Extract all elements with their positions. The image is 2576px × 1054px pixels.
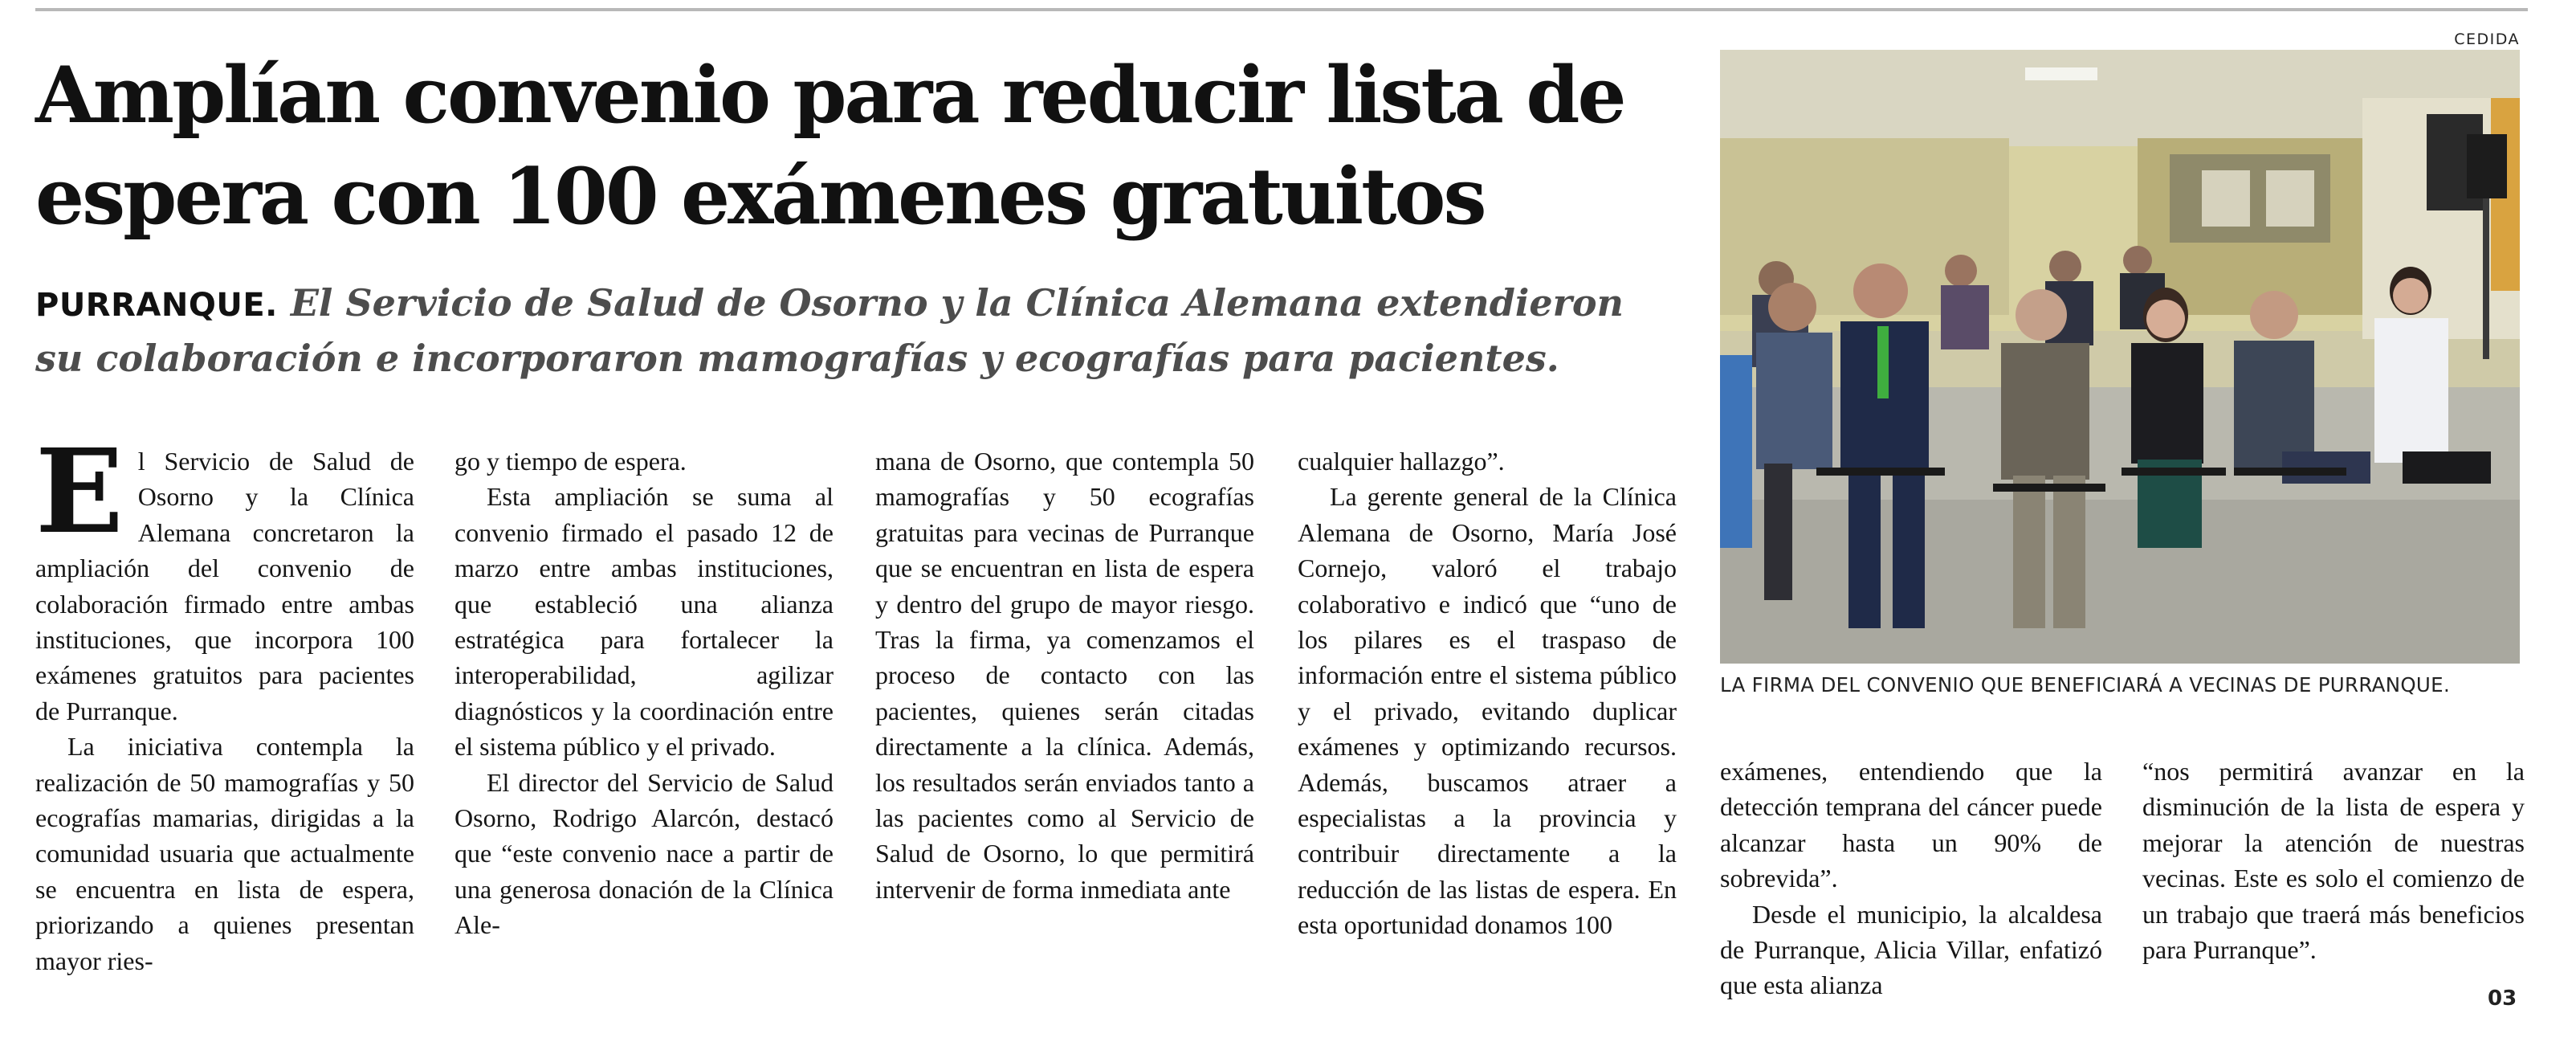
article-column-2 [454, 443, 834, 943]
paragraph-6: Desde el municipio, la alcaldesa de Purranque, Alicia Villar, enfatizó que esta alianza [1720, 899, 2102, 1000]
paragraph-3: Esta ampliación se suma al convenio firmado el pasado 12 de marzo entre ambas instituciones, que estableció una alianza estratégica para fortalecer la interoperabilidad, agilizar diagnósticos y la coordinación entre el sistema público y el privado. [454, 482, 834, 762]
paragraph-5: La gerente general de la Clínica Alemana de Osorno, María José Cornejo, valoró el trabajo colaborativo e indicó que “uno de los pilares es el traspaso de información entre el sistema público y el privado, evitando duplicar exámenes y optimizando recursos. Además, buscamos atraer a especialistas a la provincia y contribuir directamente a la reducción de las listas de espera. En esta oportunidad donamos 100 [1298, 482, 1677, 940]
photo-illustration [1720, 50, 2520, 664]
paragraph-2-continued: go y tiempo de espera. [454, 447, 687, 476]
paragraph-2: La iniciativa contempla la realización de 50 mamografías y 50 ecografías mamarias, dirigidas a la comunidad usuaria que actualmente se encuentra en lista de espera, priorizando a quienes presentan mayor ries- [35, 732, 414, 975]
deck-kicker: PURRANQUE. [35, 287, 278, 324]
end-mark: 03 [2488, 987, 2517, 1011]
deck-text: El Servicio de Salud de Osorno y la Clínica Alemana extendieron su colaboración e incorporaron mamografías y ecografías para pacientes. [35, 281, 1624, 380]
article-photo [1720, 50, 2520, 664]
paragraph-6-continued: “nos permitirá avanzar en la disminución de la lista de espera y mejorar la atención de nuestras vecinas. Este es solo el comienzo de un trabajo que traerá más beneficios para Purranque”. [2142, 757, 2525, 965]
paragraph-1: l Servicio de Salud de Osorno y la Clínica Alemana concretaron la ampliación del convenio de colaboración firmado entre ambas instituciones, que incorpora 100 exámenes gratuitos para pacientes de Purranque. [35, 447, 414, 725]
article-column-5 [1720, 754, 2102, 1003]
photo-credit: CEDIDA [2454, 31, 2520, 48]
paragraph-5-continued: exámenes, entendiendo que la detección temprana del cáncer puede alcanzar hasta un 90% de sobrevida”. [1720, 757, 2102, 893]
headline: Amplían convenio para reducir lista de espera con 100 exámenes gratuitos [35, 50, 1624, 242]
paragraph-4: El director del Servicio de Salud Osorno, Rodrigo Alarcón, destacó que “este convenio nace a partir de una generosa donación de la Clínica Ale- [454, 767, 834, 940]
top-rule [35, 8, 2528, 11]
article-column-3 [875, 443, 1254, 907]
deck [35, 276, 1681, 385]
article-column-4 [1298, 443, 1677, 943]
paragraph-4-end: cualquier hallazgo”. [1298, 447, 1505, 476]
paragraph-4-continued: mana de Osorno, que contempla 50 mamografías y 50 ecografías gratuitas para vecinas de Purranque que se encuentran en lista de espera y dentro del grupo de mayor riesgo. Tras la firma, ya comenzamos el proceso de contacto con las pacientes, quienes serán citadas directamente a la clínica. Además, los resultados serán enviados tanto a las pacientes como al Servicio de Salud de Osorno, lo que permitirá intervenir de forma inmediata ante [875, 447, 1254, 904]
article-column-1 [35, 423, 414, 978]
photo-caption: LA FIRMA DEL CONVENIO QUE BENEFICIARÁ A VECINAS DE PURRANQUE. [1720, 673, 2451, 697]
drop-cap: E [35, 423, 124, 559]
article-column-6 [2142, 754, 2525, 967]
